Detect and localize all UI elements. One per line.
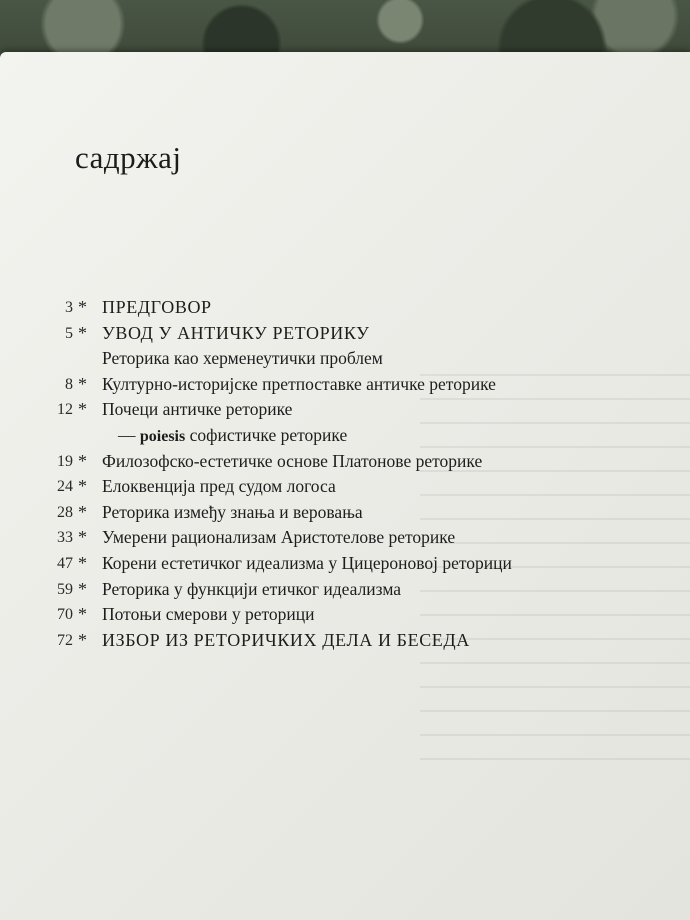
toc-entry [0,423,690,449]
toc-entry-title: Реторика између знања и веровања [102,501,363,522]
asterisk-icon: * [78,322,87,343]
book-page [0,52,690,920]
toc-entry-title: Културно-историјске претпоставке античке реторике [102,373,496,394]
toc-entry [0,628,690,654]
toc-entry [0,346,690,372]
table-of-contents [0,295,690,653]
toc-page-number: 5 [65,324,73,342]
toc-page-number: 70 [57,606,73,624]
toc-page-number: 3 [65,299,73,316]
asterisk-icon: * [78,527,87,548]
asterisk-icon: * [78,297,87,317]
toc-entry-title: Потоњи смерови у реторици [102,604,315,625]
toc-entry [0,525,690,551]
toc-entry-title: ИЗБОР ИЗ РЕТОРИЧКИХ ДЕЛА И БЕСЕДА [102,629,470,650]
page-title: садржај [75,140,182,175]
asterisk-icon: * [78,399,87,420]
toc-entry [0,474,690,500]
toc-page-number: 19 [57,452,73,470]
toc-entry-title: Реторика у функцији етичког идеализма [102,578,402,599]
toc-latin-term: poiesis [139,427,186,445]
toc-entry [0,449,690,475]
toc-entry [0,551,690,577]
toc-page-number: 33 [57,529,73,547]
toc-entry-title: Умерени рационализам Аристотелове реторике [102,527,456,548]
toc-entry [0,295,690,321]
toc-page-number: 12 [57,401,73,419]
asterisk-icon: * [78,578,87,599]
toc-page-number: 28 [57,503,73,521]
asterisk-icon: * [78,476,87,497]
toc-entry-title: ПРЕДГОВОР [102,297,212,317]
toc-entry [0,372,690,398]
asterisk-icon: * [78,552,87,573]
asterisk-icon: * [78,373,87,394]
asterisk-icon: * [78,501,87,522]
toc-entry [0,602,690,628]
toc-entry-title [118,423,347,450]
toc-entry [0,577,690,603]
toc-dash: — [118,424,140,445]
toc-entry-title: Реторика као херменеутички проблем [102,348,383,369]
toc-entry-title: УВОД У АНТИЧКУ РЕТОРИКУ [102,322,370,343]
asterisk-icon: * [78,450,87,471]
toc-page-number: 24 [57,478,73,496]
toc-entry [0,397,690,423]
toc-entry-title: Корени естетичког идеализма у Цицероновој реторици [102,552,512,573]
toc-page-number: 59 [57,580,73,598]
toc-entry [0,500,690,526]
toc-entry-title: Елоквенција пред судом логоса [102,476,336,497]
asterisk-icon: * [78,604,87,625]
toc-entry-text: софистичке реторике [185,424,348,445]
toc-entry [0,321,690,347]
toc-page-number: 47 [57,554,73,572]
toc-entry-title: Филозофско-естетичке основе Платонове реторике [102,450,483,471]
asterisk-icon: * [78,629,87,650]
toc-page-number: 72 [57,631,73,649]
toc-entry-title: Почеци античке реторике [102,399,293,420]
toc-page-number: 8 [65,375,73,393]
